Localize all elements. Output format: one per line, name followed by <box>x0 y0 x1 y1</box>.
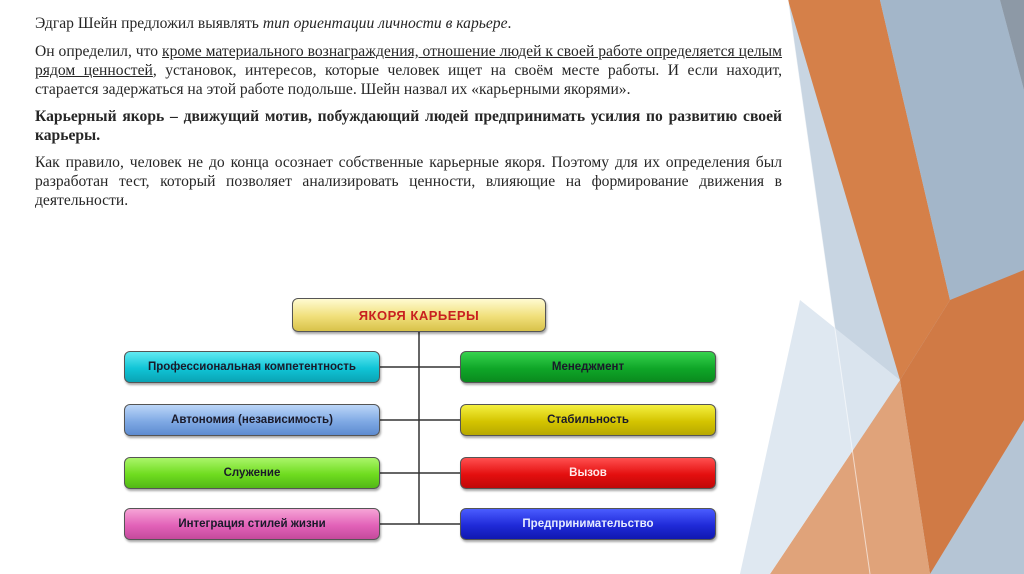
paragraph-definition <box>35 42 782 99</box>
anchor-autonomy: Автономия (независимость) <box>124 404 380 436</box>
paragraph-intro <box>35 14 782 33</box>
diagram-title: ЯКОРЯ КАРЬЕРЫ <box>292 298 546 332</box>
paragraph-career-anchor: Карьерный якорь – движущий мотив, побуждающий людей предпринимать усилия по развитию своей карьеры. <box>35 108 782 144</box>
anchor-stability: Стабильность <box>460 404 716 436</box>
anchor-management: Менеджмент <box>460 351 716 383</box>
intro-period: . <box>507 15 512 32</box>
anchor-professional-competence: Профессиональная компетентность <box>124 351 380 383</box>
anchor-entrepreneurship: Предпринимательство <box>460 508 716 540</box>
anchor-service: Служение <box>124 457 380 489</box>
anchor-lifestyle-integration: Интеграция стилей жизни <box>124 508 380 540</box>
anchor-challenge: Вызов <box>460 457 716 489</box>
career-anchors-diagram <box>118 292 748 550</box>
intro-italic-text: тип ориентации личности в карьере <box>262 15 508 32</box>
paragraph-test: Как правило, человек не до конца осознает собственные карьерные якоря. Поэтому для их определения был разработан тест, который позволяет анализировать ценности, влияющие на формирование движения в деятельности. <box>35 154 782 209</box>
definition-end: , установок, интересов, которые человек ищет на своём месте работы. И если находит, старается задержаться на этой работе подольше. Шейн назвал их «карьерными якорями». <box>35 62 782 98</box>
definition-start: Он определил, что <box>35 43 163 60</box>
text-content <box>35 14 782 218</box>
definition-underlined: кроме материального вознаграждения, отношение людей к своей работе определяется целым рядом ценностей <box>35 43 783 79</box>
intro-text: Эдгар Шейн предложил выявлять <box>35 15 263 32</box>
